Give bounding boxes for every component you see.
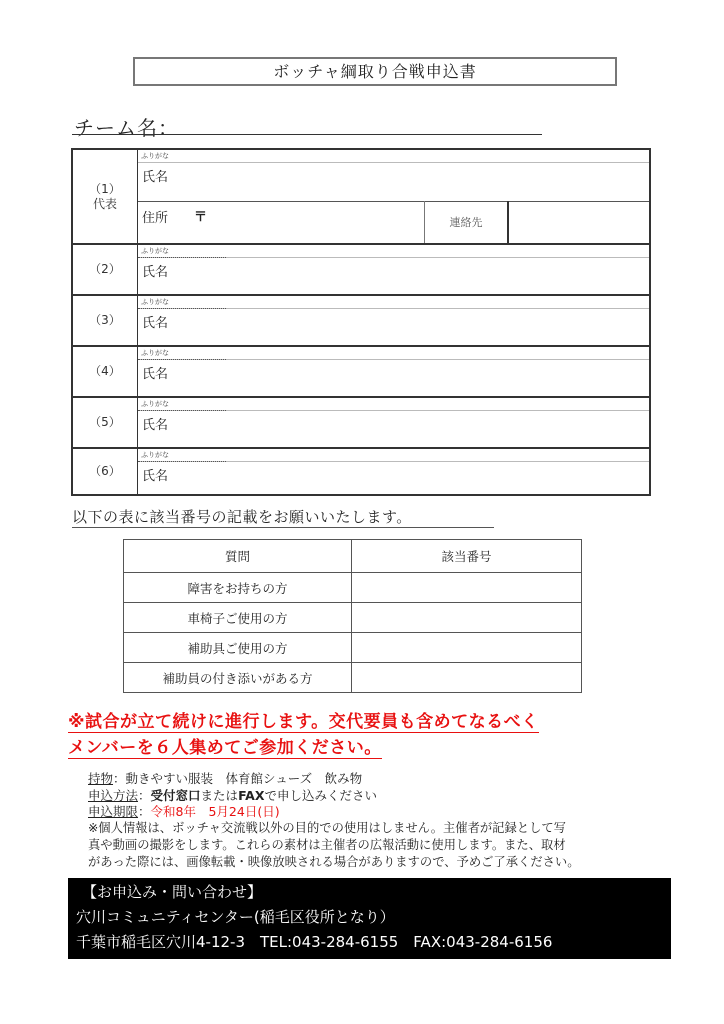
divider: [138, 359, 226, 360]
belongings-line: [88, 771, 377, 788]
answer-cell[interactable]: [352, 633, 582, 663]
instruction-text: 以下の表に該当番号の記載をお願いいたします。: [72, 506, 494, 528]
table-row: [124, 573, 582, 603]
furigana-label: ふりがな: [141, 152, 169, 160]
table-row: [124, 633, 582, 663]
member-row-3: [73, 294, 649, 345]
member-number: （5）: [89, 415, 121, 429]
question-cell: 障害をお持ちの方: [124, 573, 352, 603]
divider: [138, 308, 226, 309]
name-label: 氏名: [142, 170, 169, 185]
name-label: 氏名: [142, 367, 169, 382]
event-info: [88, 771, 377, 821]
question-cell: 補助員の付き添いがある方: [124, 663, 352, 693]
privacy-line: 真や動画の撮影をします。これらの素材は主催者の広報活動に使用します。また、取材: [88, 838, 566, 852]
form-title: ボッチャ綱取り合戦申込書: [133, 57, 617, 86]
belongings-value: ：動きやすい服装 体育館シューズ 飲み物: [113, 771, 363, 786]
member-row-6: [73, 447, 649, 494]
member-row-5: [73, 396, 649, 447]
table-row: [124, 603, 582, 633]
deadline-value: 令和8年 5月24日(日): [150, 804, 280, 819]
method-fax: FAX: [238, 787, 265, 803]
question-table: [123, 539, 582, 693]
method-end: で申し込みください: [264, 787, 377, 803]
question-cell: 補助具ご使用の方: [124, 633, 352, 663]
name-label: 氏名: [142, 469, 169, 484]
method-label: 申込方法: [88, 787, 139, 803]
method-or: または: [200, 787, 239, 803]
divider: [138, 201, 649, 202]
furigana-label: ふりがな: [141, 400, 169, 408]
question-cell: 車椅子ご使用の方: [124, 603, 352, 633]
member-number: （6）: [89, 464, 121, 478]
furigana-label: ふりがな: [141, 451, 169, 459]
divider: [138, 410, 226, 411]
separator: ：: [138, 787, 151, 803]
notice-text: [68, 709, 668, 761]
name-label: 氏名: [142, 418, 169, 433]
contact-info-box: [68, 878, 671, 959]
member-row-4: [73, 345, 649, 396]
notice-line-2: メンバーを６人集めてご参加ください。: [68, 738, 382, 758]
deadline-line: [88, 804, 377, 821]
name-label: 氏名: [142, 265, 169, 280]
contact-heading: 【お申込み・問い合わせ】: [82, 883, 263, 901]
privacy-line: ※個人情報は、ボッチャ交流戦以外の目的での使用はしません。主催者が記録として写: [88, 821, 566, 835]
table-row: [124, 663, 582, 693]
answer-cell[interactable]: [352, 603, 582, 633]
furigana-label: ふりがな: [141, 298, 169, 306]
member-number: （2）: [89, 262, 121, 276]
divider: [138, 257, 226, 258]
divider: [138, 461, 226, 462]
team-name-label: チーム名：: [74, 116, 179, 140]
method-line: [88, 788, 377, 805]
deadline-label: 申込期限: [88, 804, 139, 819]
answer-cell[interactable]: [352, 573, 582, 603]
furigana-label: ふりがな: [141, 247, 169, 255]
member-row-1: [73, 150, 649, 243]
team-name-input-line[interactable]: [72, 134, 542, 135]
method-counter: 受付窓口: [150, 787, 201, 803]
contact-organization: 穴川コミュニティセンター(稲毛区役所となり）: [76, 908, 395, 926]
privacy-notice: [88, 820, 688, 871]
members-table: [71, 148, 651, 496]
column-header-number: 該当番号: [352, 540, 582, 573]
member-number: （1）: [89, 181, 121, 196]
postal-mark-icon: 〒: [194, 210, 208, 225]
contact-address-phone: 千葉市稲毛区穴川4-12-3 TEL:043-284-6155 FAX:043-284-6156: [76, 933, 553, 951]
notice-line-1: ※試合が立て続けに進行します。交代要員も含めてなるべく: [68, 712, 539, 732]
table-header-row: [124, 540, 582, 573]
member-number: （3）: [89, 313, 121, 327]
answer-cell[interactable]: [352, 663, 582, 693]
belongings-label: 持物: [88, 771, 114, 786]
privacy-line: があった際には、画像転載・映像放映される場合がありますので、予めご了承ください。: [88, 855, 580, 869]
member-number: （4）: [89, 364, 121, 378]
contact-label: 連絡先: [449, 216, 483, 229]
furigana-label: ふりがな: [141, 349, 169, 357]
member-role: 代表: [92, 196, 117, 211]
member-row-2: [73, 243, 649, 294]
address-label: 住所: [142, 211, 169, 226]
contact-label-cell: [424, 201, 509, 243]
name-label: 氏名: [142, 316, 169, 331]
furigana-input-line[interactable]: [138, 162, 649, 163]
column-header-question: 質問: [124, 540, 352, 573]
separator: ：: [138, 804, 151, 819]
